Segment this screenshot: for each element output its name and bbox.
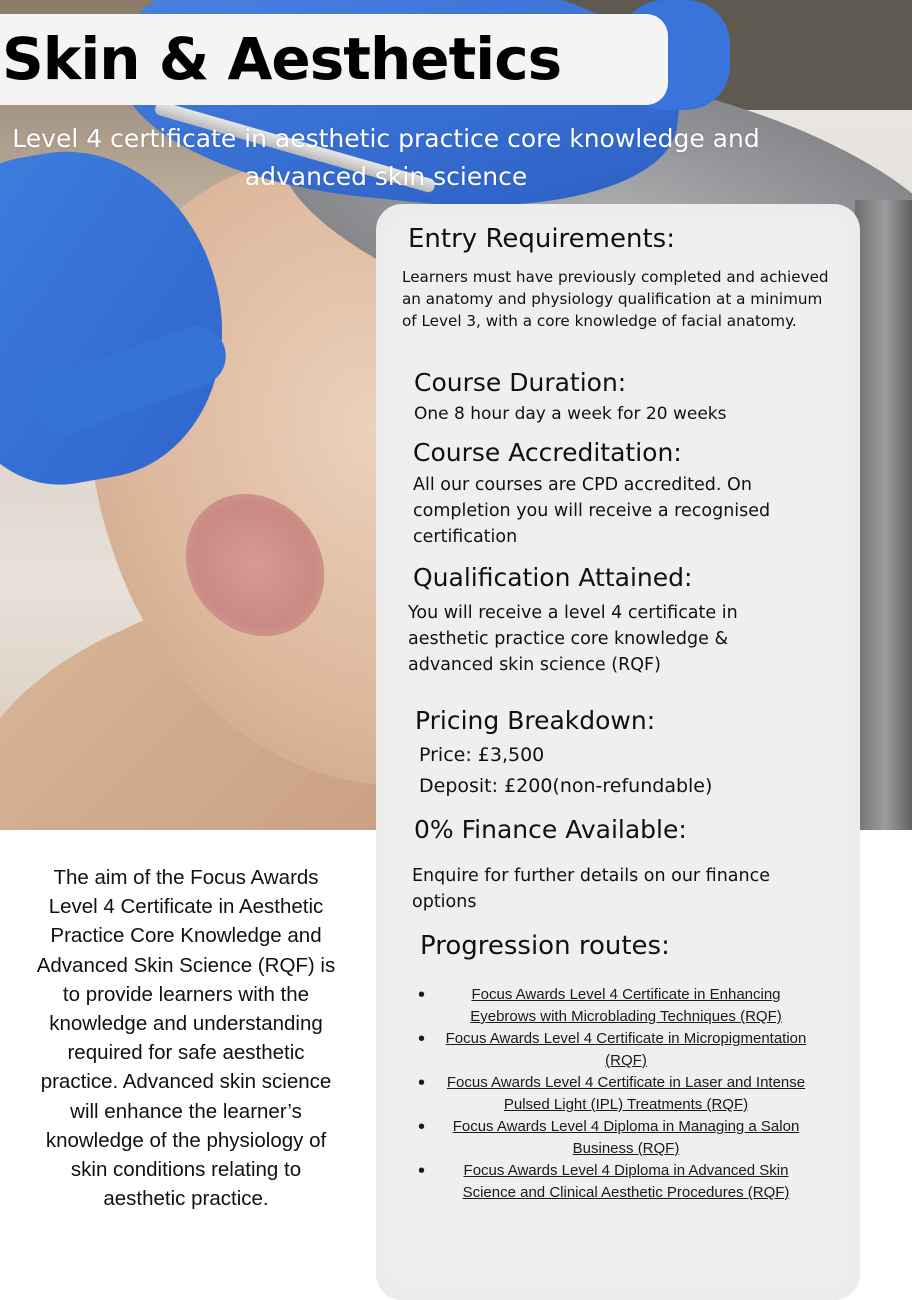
course-accreditation-text: All our courses are CPD accredited. On completion you will receive a recognised certification bbox=[413, 475, 771, 547]
progression-route-link-micropigmentation[interactable]: Focus Awards Level 4 Certificate in Micropigmentation (RQF) bbox=[445, 1030, 807, 1069]
progression-route-link-advanced-skin-science[interactable]: Focus Awards Level 4 Diploma in Advanced Skin Science and Clinical Aesthetic Procedures (RQF) bbox=[462, 1162, 790, 1201]
qualification-text: You will receive a level 4 certificate in aesthetic practice core knowledge & advanced skin science (RQF) bbox=[408, 603, 738, 675]
progression-routes-list bbox=[418, 984, 818, 1204]
progression-route-link-laser-ipl[interactable]: Focus Awards Level 4 Certificate in Laser and Intense Pulsed Light (IPL) Treatments (RQF) bbox=[446, 1074, 806, 1113]
page-subtitle: Level 4 certificate in aesthetic practice core knowledge and advanced skin science bbox=[12, 124, 760, 191]
progression-route-item bbox=[418, 1072, 818, 1116]
deposit-value: Deposit: £200(non-refundable) bbox=[419, 775, 713, 797]
progression-route-item bbox=[418, 1116, 818, 1160]
course-aim-text: The aim of the Focus Awards Level 4 Certificate in Aesthetic Practice Core Knowledge and Advanced Skin Science (RQF) is to provide learners with the knowledge and understanding required for safe aesthetic practice. Advanced skin science will enhance the learner’s knowledge of the physiology of skin conditions relating to aesthetic practice. bbox=[36, 866, 336, 1211]
course-accreditation-heading: Course Accreditation: bbox=[413, 438, 682, 467]
progression-heading: Progression routes: bbox=[420, 931, 670, 961]
course-duration-text: One 8 hour day a week for 20 weeks bbox=[414, 404, 727, 424]
qualification-heading: Qualification Attained: bbox=[413, 563, 693, 592]
progression-route-link-salon-business[interactable]: Focus Awards Level 4 Diploma in Managing a Salon Business (RQF) bbox=[452, 1118, 800, 1157]
finance-heading: 0% Finance Available: bbox=[414, 815, 687, 844]
price-value: Price: £3,500 bbox=[419, 744, 545, 766]
entry-requirements-heading: Entry Requirements: bbox=[408, 224, 675, 254]
pricing-heading: Pricing Breakdown: bbox=[415, 706, 656, 735]
photo-hair-cap-edge bbox=[855, 200, 912, 830]
finance-text: Enquire for further details on our finance options bbox=[412, 866, 770, 912]
course-duration-heading: Course Duration: bbox=[414, 368, 627, 397]
progression-route-item bbox=[418, 984, 818, 1028]
title-banner bbox=[0, 14, 668, 105]
progression-route-item bbox=[418, 1160, 818, 1204]
entry-requirements-text: Learners must have previously completed and achieved an anatomy and physiology qualification at a minimum of Level 3, with a core knowledge of facial anatomy. bbox=[402, 268, 829, 330]
progression-route-item bbox=[418, 1028, 818, 1072]
progression-route-link-microblading[interactable]: Focus Awards Level 4 Certificate in Enhancing Eyebrows with Microblading Techniques (RQF) bbox=[470, 986, 782, 1025]
page-title: Skin & Aesthetics bbox=[2, 25, 562, 93]
